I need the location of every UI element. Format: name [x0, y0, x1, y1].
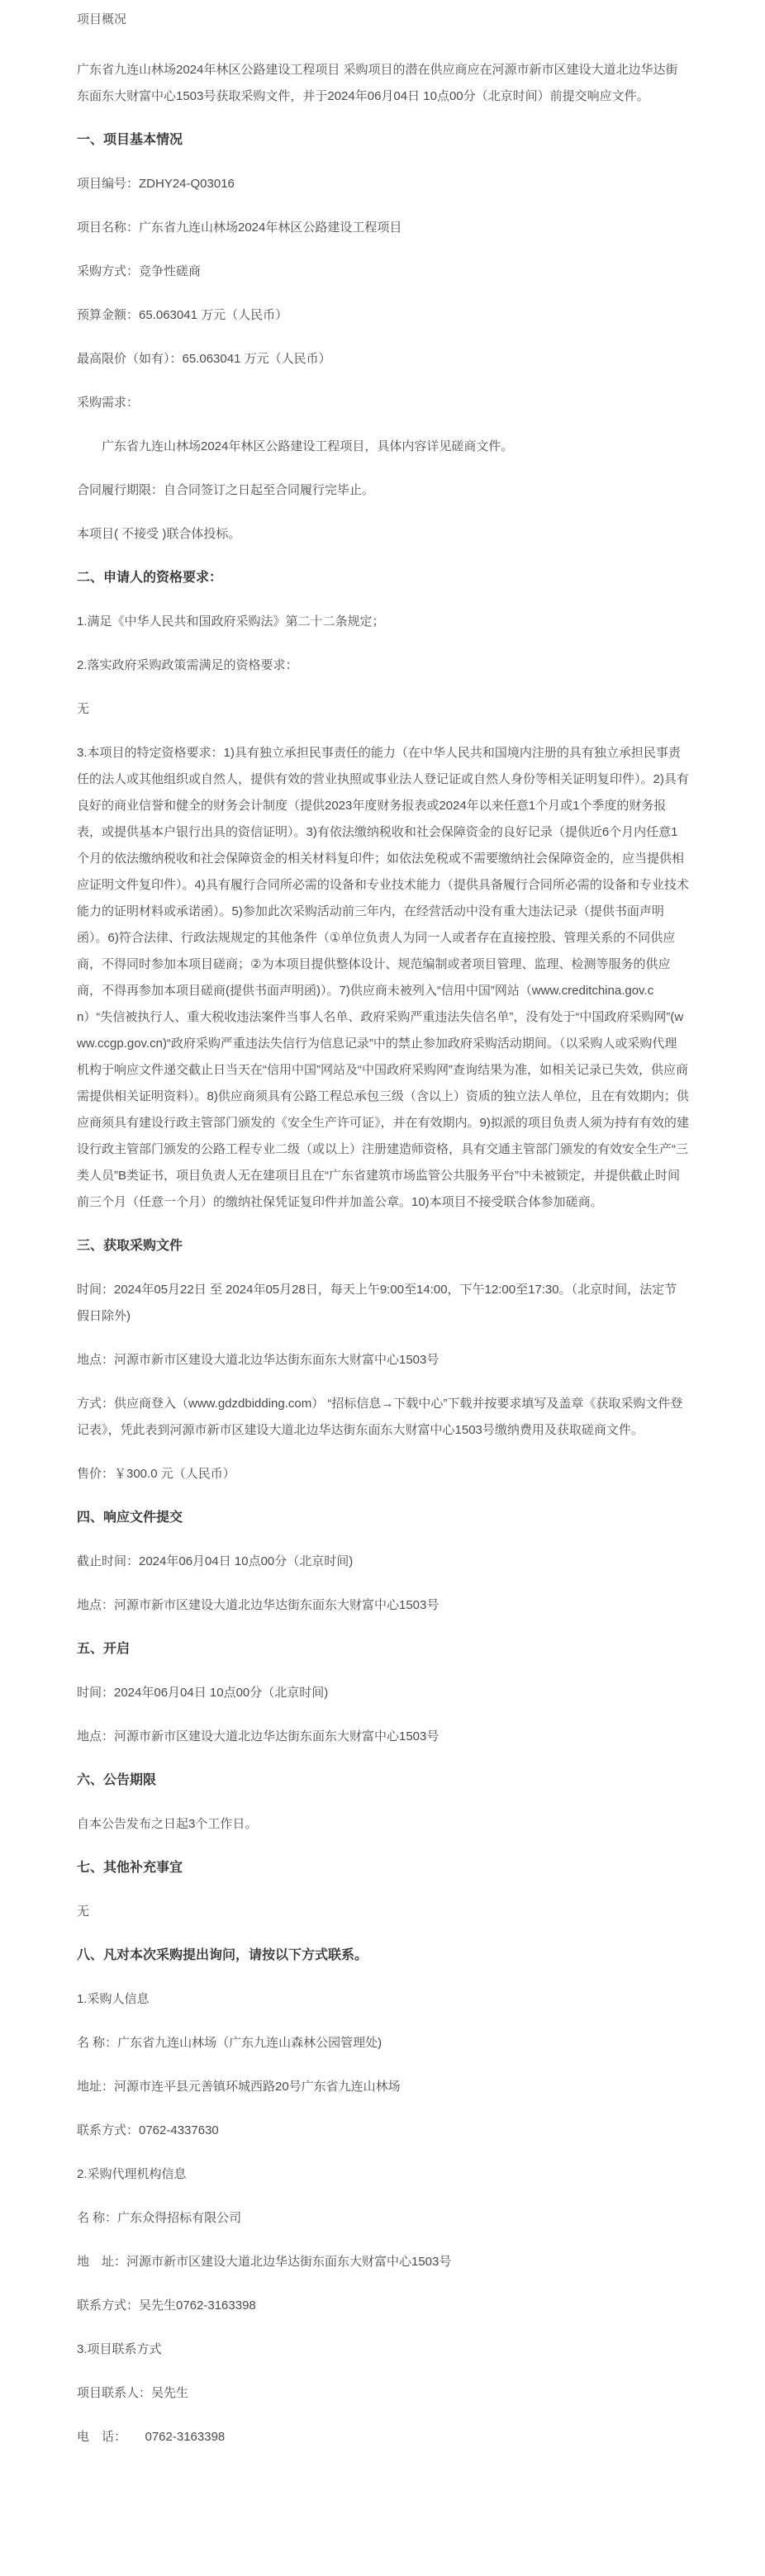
page-title: 项目概况: [77, 12, 127, 26]
section-heading: 六、公告期限: [77, 1773, 157, 1787]
paragraph: 1.采购人信息: [77, 1992, 150, 2006]
paragraph: 电 话： 0762-3163398: [77, 2430, 226, 2444]
paragraph: 本项目( 不接受 )联合体投标。: [77, 527, 241, 541]
section-heading: 五、开启: [77, 1642, 131, 1656]
section-heading: 一、项目基本情况: [77, 133, 183, 147]
paragraph: 名 称：广东省九连山林场（广东九连山森林公园管理处): [77, 2036, 382, 2050]
paragraph: 预算金额：65.063041 万元（人民币）: [77, 308, 288, 322]
section-heading: 八、凡对本次采购提出询问，请按以下方式联系。: [77, 1948, 368, 1962]
paragraph: 地点：河源市新市区建设大道北边华达街东面东大财富中心1503号: [77, 1729, 440, 1743]
paragraph: 合同履行期限：自合同签订之日起至合同履行完毕止。: [77, 483, 375, 497]
paragraph: 最高限价（如有）：65.063041 万元（人民币）: [77, 352, 331, 366]
paragraph: 2.落实政府采购政策需满足的资格要求：: [77, 658, 298, 672]
section-heading: 二、申请人的资格要求：: [77, 571, 223, 585]
paragraph: 地址：河源市连平县元善镇环城西路20号广东省九连山林场: [77, 2080, 401, 2094]
section-heading: 三、获取采购文件: [77, 1239, 183, 1253]
paragraph: 1.满足《中华人民共和国政府采购法》第二十二条规定；: [77, 614, 385, 629]
paragraph: 项目名称：广东省九连山林场2024年林区公路建设工程项目: [77, 221, 402, 235]
paragraph: 采购需求：: [77, 396, 140, 410]
paragraph: 联系方式：吴先生0762-3163398: [77, 2298, 256, 2313]
section-heading: 四、响应文件提交: [77, 1511, 183, 1525]
paragraph: 无: [77, 1905, 90, 1919]
paragraph: 项目编号：ZDHY24-Q03016: [77, 177, 235, 191]
paragraph: 时间：2024年05月22日 至 2024年05月28日，每天上午9:00至14:00，下午12:00至17:30。（北京时间，法定节假日除外): [77, 1283, 677, 1323]
paragraph: 地 址：河源市新市区建设大道北边华达街东面东大财富中心1503号: [77, 2255, 452, 2269]
paragraph: 名 称：广东众得招标有限公司: [77, 2211, 242, 2225]
paragraph: 自本公告发布之日起3个工作日。: [77, 1817, 258, 1831]
paragraph: 截止时间：2024年06月04日 10点00分（北京时间): [77, 1554, 354, 1568]
paragraph: 方式：供应商登入（www.gdzdbidding.com） “招标信息→下载中心”下载并按要求填写及盖章《获取采购文件登记表》，凭此表到河源市新市区建设大道北边华达街东面东大财富中心1503号缴纳费用及获取磋商文件。: [77, 1397, 683, 1437]
paragraph: 3.本项目的特定资格要求：1)具有独立承担民事责任的能力（在中华人民共和国境内注册的具有独立承担民事责任的法人或其他组织或自然人，提供有效的营业执照或事业法人登记证或自然人身份等相关证明复印件）。2)具有良好的商业信誉和健全的财务会计制度（提供2023年度财务报表或2024年以来任意1个月或1个季度的财务报表，或提供基本户银行出具的资信证明）。3)有依法缴纳税收和社会保障资金的良好记录（提供近6个月内任意1个月的依法缴纳税收和社会保障资金的相关材料复印件；如依法免税或不需要缴纳社会保障资金的，应当提供相应证明文件复印件）。4)具有履行合同所必需的设备和专业技术能力（提供具备履行合同所必需的设备和专业技术能力的证明材料或承诺函）。5)参加此次采购活动前三年内，在经营活动中没有重大违法记录（提供书面声明函）。6)符合法律、行政法规规定的其他条件（①单位负责人为同一人或者存在直接控股、管理关系的不同供应商，不得同时参加本项目磋商；②为本项目提供整体设计、规范编制或者项目管理、监理、检测等服务的供应商，不得再参加本项目磋商(提供书面声明函)）。7)供应商未被列入“信用中国”网站（www.creditchina.gov.cn）“失信被执行人、重大税收违法案件当事人名单、政府采购严重违法失信名单”，没有处于“中国政府采购网”(www.ccgp.gov.cn)“政府采购严重违法失信行为信息记录”中的禁止参加政府采购活动期间。（以采购人或采购代理机构于响应文件递交截止日当天在“信用中国”网站及“中国政府采购网”查询结果为准，如相关记录已失效，供应商需提供相关证明资料）。8)供应商须具有公路工程总承包三级（含以上）资质的独立法人单位，且在有效期内；供应商须具有建设行政主管部门颁发的《安全生产许可证》，并在有效期内。9)拟派的项目负责人须为持有有效的建设行政主管部门颁发的公路工程专业二级（或以上）注册建造师资格，具有交通主管部门颁发的有效安全生产“三类人员”B类证书，项目负责人无在建项目且在“广东省建筑市场监管公共服务平台”中未被锁定，并提供截止时间前三个月（任意一个月）的缴纳社保凭证复印件并加盖公章。10)本项目不接受联合体参加磋商。: [77, 746, 689, 1209]
paragraph: 采购方式：竞争性磋商: [77, 264, 202, 278]
paragraph: 广东省九连山林场2024年林区公路建设工程项目 采购项目的潜在供应商应在河源市新市区建设大道北边华达街东面东大财富中心1503号获取采购文件，并于2024年06月04日 10点00分（北京时间）前提交响应文件。: [77, 63, 678, 103]
paragraph: 无: [77, 702, 90, 716]
paragraph: 3.项目联系方式: [77, 2342, 162, 2356]
paragraph: 地点：河源市新市区建设大道北边华达街东面东大财富中心1503号: [77, 1353, 440, 1367]
paragraph: 广东省九连山林场2024年林区公路建设工程项目，具体内容详见磋商文件。: [102, 439, 514, 453]
paragraph: 售价：￥300.0 元（人民币）: [77, 1467, 235, 1481]
paragraph: 联系方式：0762-4337630: [77, 2123, 219, 2137]
paragraph: 时间：2024年06月04日 10点00分（北京时间): [77, 1686, 329, 1700]
paragraph: 项目联系人：吴先生: [77, 2386, 189, 2400]
paragraph: 地点：河源市新市区建设大道北边华达街东面东大财富中心1503号: [77, 1598, 440, 1612]
paragraph: 2.采购代理机构信息: [77, 2167, 187, 2181]
section-heading: 七、其他补充事宜: [77, 1861, 183, 1875]
